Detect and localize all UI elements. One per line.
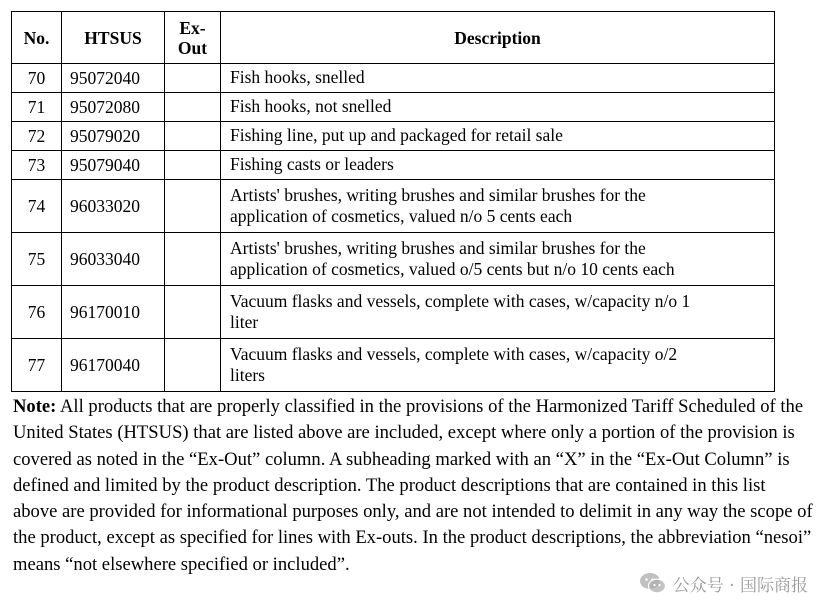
description-line-1: Artists' brushes, writing brushes and similar brushes for the <box>230 237 646 258</box>
cell-description: Fishing line, put up and packaged for retail sale <box>221 122 775 151</box>
header-no: No. <box>12 12 62 64</box>
table-header-row <box>12 12 775 64</box>
cell-no: 73 <box>12 151 62 180</box>
cell-description <box>221 286 775 339</box>
note-label: Note: <box>13 396 57 417</box>
cell-ex-out <box>165 339 221 392</box>
description-line-2: application of cosmetics, valued o/5 cents but n/o 10 cents each <box>230 259 675 279</box>
header-ex-out-line-1: Ex- <box>179 17 206 38</box>
description-line-1: Vacuum flasks and vessels, complete with cases, w/capacity o/2 <box>230 343 678 364</box>
table-row <box>12 286 775 339</box>
cell-ex-out <box>165 233 221 286</box>
table-row <box>12 64 775 93</box>
description-line-1: Vacuum flasks and vessels, complete with cases, w/capacity n/o 1 <box>230 290 691 311</box>
description-line-2: application of cosmetics, valued n/o 5 cents each <box>230 206 573 226</box>
watermark-text: 公众号 · 国际商报 <box>672 575 808 596</box>
cell-description <box>221 180 775 233</box>
watermark <box>639 570 808 596</box>
header-ex-out <box>165 12 221 64</box>
cell-htsus: 96170010 <box>62 286 165 339</box>
cell-ex-out <box>165 180 221 233</box>
table-row <box>12 122 775 151</box>
cell-no: 71 <box>12 93 62 122</box>
cell-description: Fishing casts or leaders <box>221 151 775 180</box>
header-ex-out-line-2: Out <box>177 37 208 58</box>
cell-no: 75 <box>12 233 62 286</box>
cell-no: 77 <box>12 339 62 392</box>
cell-ex-out <box>165 93 221 122</box>
cell-ex-out <box>165 151 221 180</box>
cell-htsus: 95079040 <box>62 151 165 180</box>
cell-no: 76 <box>12 286 62 339</box>
cell-htsus: 95079020 <box>62 122 165 151</box>
header-description: Description <box>221 12 775 64</box>
header-htsus: HTSUS <box>62 12 165 64</box>
tariff-table <box>11 11 775 392</box>
cell-no: 74 <box>12 180 62 233</box>
cell-no: 70 <box>12 64 62 93</box>
table-row <box>12 180 775 233</box>
table-row <box>12 93 775 122</box>
cell-htsus: 96033020 <box>62 180 165 233</box>
wechat-icon <box>639 572 667 594</box>
cell-ex-out <box>165 64 221 93</box>
cell-description: Fish hooks, snelled <box>221 64 775 93</box>
description-line-2: liters <box>230 365 265 385</box>
note-paragraph <box>13 394 813 578</box>
table-row <box>12 233 775 286</box>
cell-ex-out <box>165 286 221 339</box>
cell-description <box>221 233 775 286</box>
cell-ex-out <box>165 122 221 151</box>
table-row <box>12 151 775 180</box>
cell-no: 72 <box>12 122 62 151</box>
note-text: All products that are properly classified in the provisions of the Harmonized Tariff Scheduled of the United States (HTSUS) that are listed above are included, except where only a portion of the provision is covered as noted in the “Ex-Out” column. A subheading marked with an “X” in the “Ex-Out Column” is defined and limited by the product description. The product descriptions that are contained in this list above are provided for informational purposes only, and are not intended to delimit in any way the scope of the product, except as specified for lines with Ex-outs. In the product descriptions, the abbreviation “nesoi” means “not elsewhere specified or included”. <box>13 396 813 575</box>
description-line-1: Artists' brushes, writing brushes and similar brushes for the <box>230 184 646 205</box>
description-line-2: liter <box>230 312 259 332</box>
cell-description <box>221 339 775 392</box>
table-row <box>12 339 775 392</box>
cell-htsus: 95072080 <box>62 93 165 122</box>
cell-htsus: 95072040 <box>62 64 165 93</box>
cell-htsus: 96170040 <box>62 339 165 392</box>
cell-description: Fish hooks, not snelled <box>221 93 775 122</box>
cell-htsus: 96033040 <box>62 233 165 286</box>
